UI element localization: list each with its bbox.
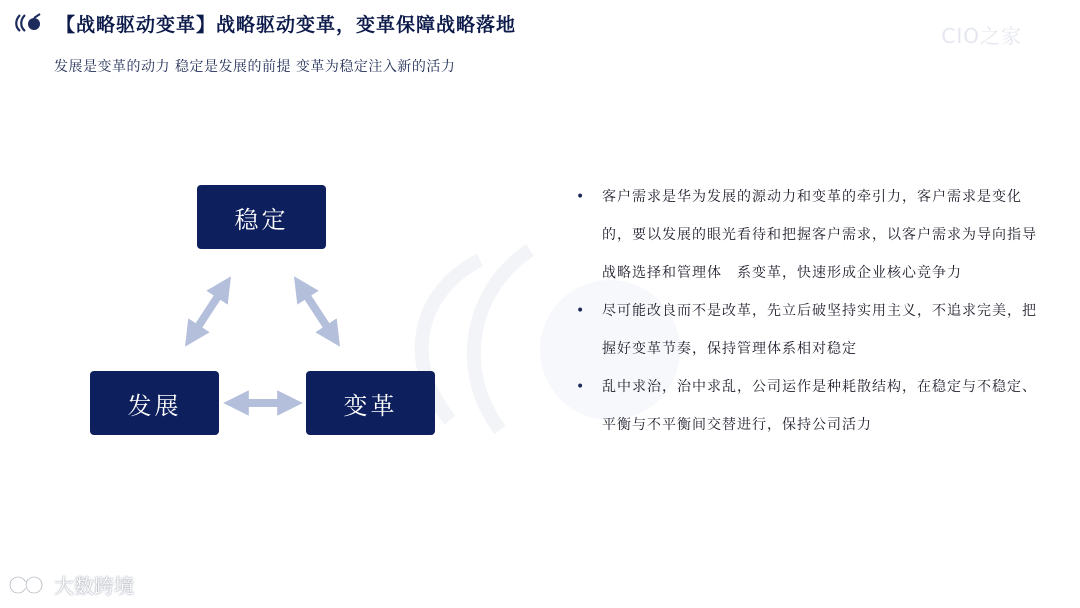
watermark-logo-icon [8, 573, 48, 597]
stable-box: 稳定 [197, 185, 326, 249]
bullet-dot-icon: • [576, 303, 586, 319]
arrow-stable-development [192, 287, 224, 336]
development-box: 发展 [90, 371, 219, 435]
bullet-dot-icon: • [576, 379, 586, 395]
reform-box: 变革 [306, 371, 435, 435]
watermark-top-right: CIO之家 [941, 24, 1022, 48]
bullet-item: • 客户需求是华为发展的源动力和变革的牵引力，客户需求是变化的，要以发展的眼光看待和把握客户需求，以客户需求为导向指导战略选择和管理体 系变革，快速形成企业核心竞争力 [576, 178, 1046, 292]
page-title: 【战略驱动变革】战略驱动变革，变革保障战略落地 [56, 14, 517, 36]
page-subtitle: 发展是变革的动力 稳定是发展的前提 变革为稳定注入新的活力 [54, 59, 456, 75]
bullet-dot-icon: • [576, 189, 586, 205]
bullet-list [576, 178, 1046, 444]
arrow-stable-reform [301, 287, 333, 336]
watermark-bottom-left: 大数跨境 [8, 570, 134, 599]
bullet-item: • 乱中求治，治中求乱，公司运作是种耗散结构，在稳定与不稳定、平衡与不平衡间交替进行，保持公司活力 [576, 368, 1046, 444]
brand-logo-icon [14, 12, 44, 34]
bullet-item: • 尽可能改良而不是改革，先立后破坚持实用主义，不追求完美，把握好变革节奏，保持管理体系相对稳定 [576, 292, 1046, 368]
